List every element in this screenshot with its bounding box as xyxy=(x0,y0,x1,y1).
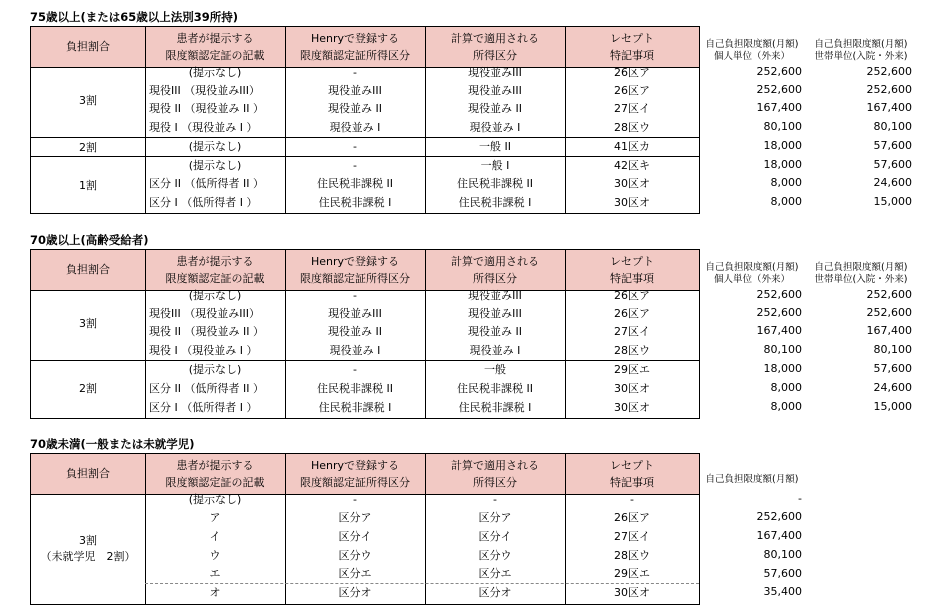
burden-group-label: 1割 xyxy=(79,179,97,192)
burden-group-label: 3割 xyxy=(79,94,97,107)
header-burden: 負担割合 xyxy=(66,467,110,480)
income-table-70plus: 負担割合 患者が提示する 限度額認定証の記載 Henryで登録する 限度額認定証所得区分 計算で適用される 所得区分 レセプト 特記事項 3割 2割 (提示なし) - 現役並みIII 26区ア 現役III （現役並みIII） 現役並みIII 現役並みIII 26区ア 現役 II （現役並み II ） 現役並み II 現役並み II 27区イ 現役 I （現役並み I ） 現役並み I 現役並み I 28区ウ (提示なし) - 一般 29区エ 区分 II （低所得者 II ） 住民税非課税 II 住民税非課税 II 30区オ 区分 I （低所得者 I ） 住民税非課税 I 住民税非課税 I 30区オ xyxy=(30,249,700,419)
section-title: 75歳以上(または65歳以上法別39所持) xyxy=(30,10,239,24)
header-calc: 計算で適用される 所得区分 xyxy=(451,255,539,285)
header-burden: 負担割合 xyxy=(66,40,110,53)
header-monthly-limit: 自己負担限度額(月額) xyxy=(705,474,799,485)
table-header xyxy=(31,250,699,291)
income-table-75plus: 負担割合 患者が提示する 限度額認定証の記載 Henryで登録する 限度額認定証所得区分 計算で適用される 所得区分 レセプト 特記事項 3割 2割 1割 (提示なし) - 現役並みIII 26区ア 現役III （現役並みIII） 現役並みIII 現役並みIII 26区ア 現役 II （現役並み II ） 現役並み II 現役並み II 27区イ 現役 I （現役並み I ） 現役並み I 現役並み I 28区ウ (提示なし) - 一般 II 41区カ (提示なし) - 一般 I 42区キ 区分 II （低所得者 II ） 住民税非課税 II 住民税非課税 II 30区オ 区分 I （低所得者 I ） 住民税非課税 I 住民税非課税 I 30区オ xyxy=(30,26,700,214)
header-receipt: レセプト 特記事項 xyxy=(610,32,654,62)
burden-group-label: 2割 xyxy=(79,382,97,395)
header-burden: 負担割合 xyxy=(66,263,110,276)
header-cert: 患者が提示する 限度額認定証の記載 xyxy=(165,32,265,62)
header-calc: 計算で適用される 所得区分 xyxy=(451,32,539,62)
header-individual-limit: 自己負担限度額(月額) 個人単位（外来） xyxy=(705,39,799,62)
header-calc: 計算で適用される 所得区分 xyxy=(451,459,539,489)
header-henry: Henryで登録する 限度額認定証所得区分 xyxy=(300,459,410,489)
income-table-under70: 負担割合 患者が提示する 限度額認定証の記載 Henryで登録する 限度額認定証所得区分 計算で適用される 所得区分 レセプト 特記事項 3割 （未就学児 2割） (提示なし) - - - ア 区分ア 区分ア 26区ア イ 区分イ 区分イ 27区イ ウ 区分ウ 区分ウ 28区ウ エ 区分エ 区分エ 29区エ オ 区分オ 区分オ 30区オ xyxy=(30,453,700,605)
header-household-limit: 自己負担限度額(月額) 世帯単位(入院・外来) xyxy=(814,262,908,285)
burden-group-label: 3割 xyxy=(79,317,97,330)
header-cert: 患者が提示する 限度額認定証の記載 xyxy=(165,255,265,285)
burden-group-label: 3割 （未就学児 2割） xyxy=(40,534,136,563)
header-individual-limit: 自己負担限度額(月額) 個人単位（外来） xyxy=(705,262,799,285)
section-title: 70歳以上(高齢受給者) xyxy=(30,233,149,247)
header-henry: Henryで登録する 限度額認定証所得区分 xyxy=(300,255,410,285)
header-henry: Henryで登録する 限度額認定証所得区分 xyxy=(300,32,410,62)
section-title: 70歳未満(一般または未就学児) xyxy=(30,437,195,451)
table-header xyxy=(31,27,699,68)
header-cert: 患者が提示する 限度額認定証の記載 xyxy=(165,459,265,489)
burden-group-label: 2割 xyxy=(79,141,97,154)
header-receipt: レセプト 特記事項 xyxy=(610,459,654,489)
header-household-limit: 自己負担限度額(月額) 世帯単位(入院・外来) xyxy=(814,39,908,62)
header-receipt: レセプト 特記事項 xyxy=(610,255,654,285)
table-header xyxy=(31,454,699,495)
